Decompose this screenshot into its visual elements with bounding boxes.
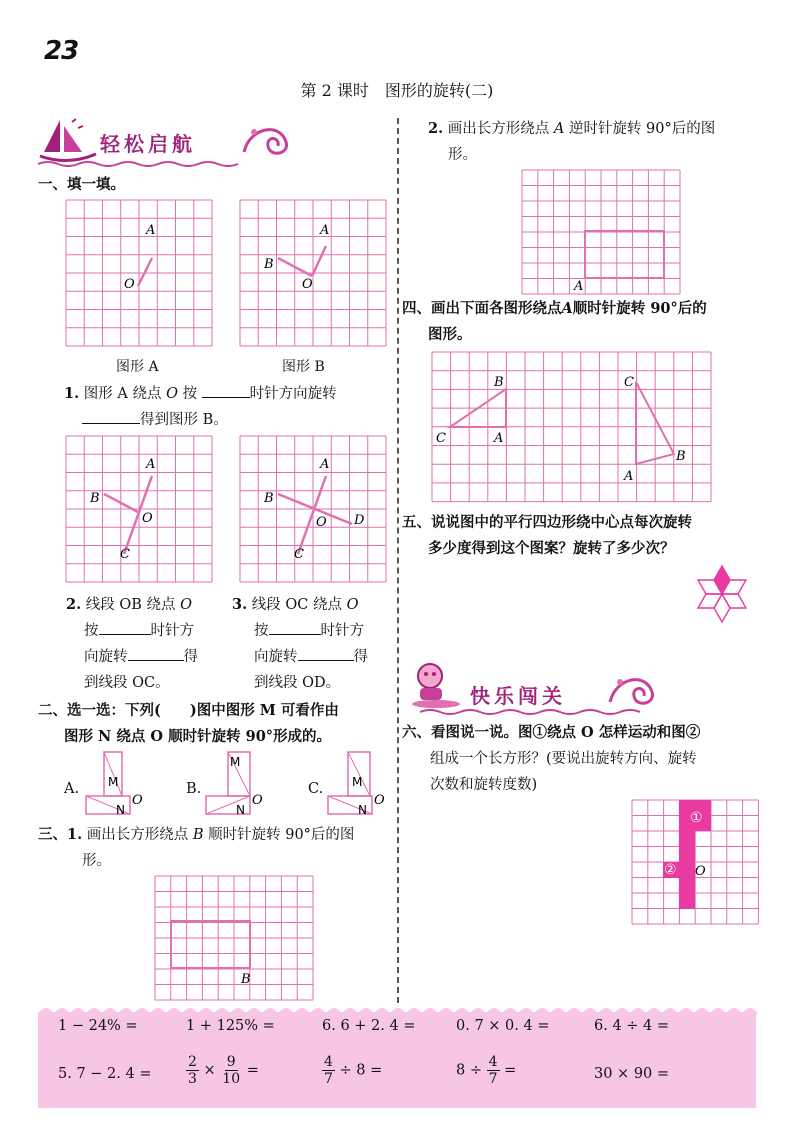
- q3-p2-text2: 逆时针旋转 90°后的图: [568, 121, 716, 137]
- q1-sub2-text3: 时针方: [150, 623, 194, 639]
- label-n: N: [236, 803, 245, 817]
- label-a: A: [320, 457, 330, 472]
- grid-figure-d: [240, 436, 388, 584]
- page-number: 23: [44, 36, 79, 66]
- q5-line1: 五、说说图中的平行四边形绕中心点每次旋转: [402, 514, 692, 531]
- lesson-title: 第 2 课时 图形的旋转(二): [300, 81, 494, 100]
- grid-figure-c: [66, 436, 214, 584]
- label-b: B: [264, 491, 274, 506]
- label-o: O: [252, 793, 263, 808]
- q1-sub3-text: 线段 OC 绕点: [251, 597, 342, 613]
- answer-blank[interactable]: [99, 620, 151, 635]
- q1-sub3-text6: 到线段 OD。: [254, 675, 341, 691]
- sailboat-icon: [38, 118, 98, 166]
- q1-sub2-text: 线段 OB 绕点: [85, 597, 176, 613]
- q2-line2: 图形 N 绕点 O 顺时针旋转 90°形成的。: [64, 728, 332, 745]
- q1-heading: 一、填一填。: [38, 176, 125, 193]
- label-c: C: [294, 547, 304, 562]
- numerator: 4: [488, 1054, 498, 1070]
- q3-num: 三、1.: [38, 826, 83, 843]
- grid-rotation-figure: [632, 800, 760, 924]
- column-divider: [397, 118, 399, 1003]
- q3-part2-line2: 形。: [448, 147, 477, 163]
- operator: ×: [203, 1062, 216, 1079]
- denominator: 3: [188, 1071, 197, 1087]
- calc-item: 5. 7 − 2. 4 =: [58, 1066, 152, 1082]
- expression-rest: ÷ 8 =: [339, 1062, 383, 1079]
- grid-rect-b: [155, 876, 315, 1000]
- grid-rect-a: [522, 170, 682, 294]
- point-o: O: [166, 386, 178, 402]
- swirl-ornament-icon: [240, 122, 290, 162]
- q1-sub2-text5: 得: [183, 649, 198, 665]
- label-o: O: [142, 511, 153, 526]
- calc-item-fraction-product: [186, 1054, 259, 1087]
- option-a-figure: [86, 752, 150, 816]
- equals: =: [504, 1062, 517, 1079]
- calc-item: 1 + 125% =: [186, 1018, 275, 1034]
- q6-line3: 次数和旋转度数): [430, 777, 538, 793]
- q5-line2: 多少度得到这个图案？旋转了多少次？: [428, 540, 675, 557]
- label-o: O: [302, 277, 313, 292]
- option-c-letter[interactable]: C.: [308, 781, 324, 797]
- label-a: A: [574, 279, 584, 294]
- q4-text: 四、画出下面各图形绕点: [402, 300, 562, 317]
- cartoon-character-icon: [408, 660, 464, 708]
- option-a-letter[interactable]: A.: [64, 781, 80, 797]
- point-a: A: [553, 121, 565, 137]
- point-o: O: [180, 597, 193, 613]
- q1-sub3-text4: 向旋转: [254, 649, 298, 665]
- label-d: D: [354, 513, 365, 528]
- answer-blank[interactable]: [202, 383, 250, 398]
- q1-sub1-text3: 时针方向旋转: [249, 386, 337, 402]
- q1-sub3-text3: 时针方: [320, 623, 364, 639]
- label-n: N: [116, 803, 125, 817]
- q3-p2-num: 2.: [428, 120, 444, 137]
- q4-line1: [402, 296, 762, 322]
- q1-sub1: [64, 381, 394, 407]
- label-o: O: [374, 793, 385, 808]
- q3-part1: [38, 822, 394, 848]
- label-b: B: [241, 972, 251, 987]
- label-o: O: [695, 864, 706, 879]
- answer-blank[interactable]: [298, 646, 354, 661]
- denominator: 10: [222, 1071, 241, 1087]
- label-a: A: [146, 457, 156, 472]
- label-o: O: [316, 515, 327, 530]
- calc-item: 0. 7 × 0. 4 =: [456, 1018, 550, 1034]
- option-b-letter[interactable]: B.: [186, 781, 202, 797]
- swirl-ornament-icon: [606, 672, 656, 712]
- q4-line2: 图形。: [428, 326, 472, 343]
- q1-sub2-text6: 到线段 OC。: [84, 675, 170, 691]
- q1-sub3: [232, 592, 394, 696]
- grid-triangles: [432, 352, 712, 502]
- q1-sub1-text4: 得到图形 B。: [140, 412, 228, 428]
- numerator: 4: [324, 1054, 333, 1070]
- point-a: A: [561, 300, 573, 317]
- calc-item-fraction-divide: [322, 1054, 382, 1087]
- q1-sub1-text2: 按: [182, 386, 198, 402]
- label-c: C: [624, 375, 634, 390]
- caption-figure-b: 图形 B: [282, 359, 325, 375]
- parallelogram-pattern: [686, 560, 758, 642]
- calc-item: 1 − 24% =: [58, 1018, 138, 1034]
- q1-sub3-num: 3.: [232, 596, 248, 613]
- label-a: A: [320, 223, 330, 238]
- calc-item: 6. 6 + 2. 4 =: [322, 1018, 416, 1034]
- label-c: C: [120, 547, 130, 562]
- q6-line2: 组成一个长方形？(要说出旋转方向、旋转: [430, 751, 697, 767]
- answer-blank[interactable]: [128, 646, 184, 661]
- label-b: B: [90, 491, 100, 506]
- q3-part2: [428, 116, 758, 142]
- grid-figure-a: [66, 200, 214, 348]
- option-c-figure: [328, 752, 392, 816]
- caption-figure-a: 图形 A: [116, 359, 159, 375]
- label-o: O: [124, 277, 135, 292]
- section-header-happy-level: 快乐闯关: [470, 684, 566, 708]
- label-b: B: [676, 449, 686, 464]
- section-header-easy-start: 轻松启航: [100, 132, 196, 156]
- q1-sub2-text4: 向旋转: [84, 649, 128, 665]
- calc-item: 30 × 90 =: [594, 1066, 670, 1082]
- expression-pre: 8 ÷: [456, 1062, 482, 1079]
- equals: =: [246, 1062, 259, 1079]
- circled-two: ②: [664, 862, 677, 878]
- numerator: 9: [226, 1054, 236, 1070]
- point-o: O: [346, 597, 359, 613]
- q1-sub2-text2: 按: [84, 623, 99, 639]
- q3-part1-line2: 形。: [82, 853, 111, 869]
- q2-line1: 二、选一选：下列( )图中图形 M 可看作由: [38, 702, 339, 719]
- label-a: A: [624, 469, 634, 484]
- answer-blank[interactable]: [269, 620, 321, 635]
- calc-item-divide-fraction: [456, 1054, 516, 1087]
- q1-sub3-text5: 得: [353, 649, 368, 665]
- label-a: A: [494, 431, 504, 446]
- label-c: C: [436, 431, 446, 446]
- calc-box-wavy-top: [38, 1002, 756, 1014]
- label-a: A: [146, 223, 156, 238]
- q3-p2-text: 画出长方形绕点: [447, 121, 550, 137]
- denominator: 7: [488, 1071, 498, 1087]
- q1-sub2: [66, 592, 226, 696]
- label-b: B: [264, 257, 274, 272]
- label-o: O: [132, 793, 143, 808]
- option-b-figure: [206, 752, 270, 816]
- q1-sub1-num: 1.: [64, 385, 80, 402]
- q1-sub2-num: 2.: [66, 596, 82, 613]
- denominator: 7: [324, 1071, 333, 1087]
- q3-p1-text2: 顺时针旋转 90°后的图: [208, 827, 355, 843]
- wavy-rule: [420, 708, 640, 716]
- label-n: N: [358, 803, 367, 817]
- answer-blank[interactable]: [82, 409, 140, 424]
- point-b: B: [192, 827, 204, 843]
- q1-sub1-line2: [82, 407, 228, 433]
- grid-figure-b: [240, 200, 388, 348]
- label-m: M: [352, 775, 363, 789]
- calc-item: 6. 4 ÷ 4 =: [594, 1018, 670, 1034]
- numerator: 2: [188, 1054, 197, 1070]
- q1-sub3-text2: 按: [254, 623, 269, 639]
- q3-p1-text: 画出长方形绕点: [86, 827, 189, 843]
- wavy-rule: [38, 160, 238, 168]
- label-b: B: [494, 375, 504, 390]
- q6-line1: 六、看图说一说。图①绕点 O 怎样运动和图②: [402, 724, 701, 741]
- label-m: M: [108, 775, 119, 789]
- q4-text2: 顺时针旋转 90°后的: [572, 300, 707, 317]
- label-m: M: [230, 755, 241, 769]
- circled-one: ①: [690, 810, 703, 826]
- q1-sub1-text: 图形 A 绕点: [83, 386, 162, 402]
